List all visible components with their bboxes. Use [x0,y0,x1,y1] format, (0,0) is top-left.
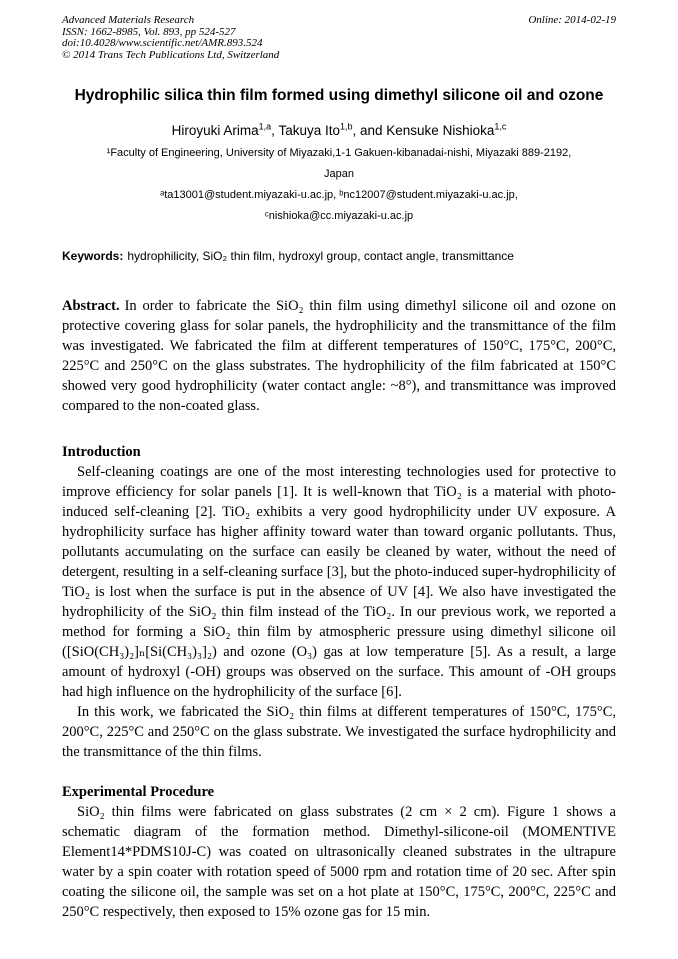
journal-name: Advanced Materials Research [62,14,195,26]
abstract-paragraph [62,296,616,416]
introduction-paragraph-1: Self-cleaning coatings are one of the most interesting technologies used for protective to improve efficiency for solar panels [1]. It is well-known that TiO₂ is a material with photo-induced self-cleaning [2]. TiO₂ exhibits a very good hydrophilicity under UV exposure. A hydrophilicity surface has higher affinity toward water than toward organic pollutants. Thus, pollutants accumulating on the surface can easily be cleaned by water, without the need of detergent, resulting in a self-cleaning surface [3], but the photo-induced super-hydrophilicity of TiO₂ is lost when the surface is put in the absence of UV [4]. We also have investigated the hydrophilicity of the SiO₂ thin film instead of the TiO₂. In our previous work, we reported a method for forming a SiO₂ thin film by atmospheric pressure using dimethyl silicone oil ([SiO(CH₃)₂]ₙ[Si(CH₃)₃]₂) and ozone (O₃) gas at low temperature [5]. As a result, a large amount of hydroxyl (-OH) groups was observed on the surface. This amount of -OH groups had high influence on the hydrophilicity of the surface [6]. [62,464,616,701]
author-affiliation-marker: 1,b [339,121,353,132]
author-name: Hiroyuki Arima [171,123,259,139]
author-name: Kensuke Nishioka [386,123,495,139]
doi-line: doi:10.4028/www.scientific.net/AMR.893.524 [62,37,263,50]
affiliation-block [62,143,616,227]
journal-info-block [62,15,279,61]
introduction-paragraph-2: In this work, we fabricated the SiO₂ thin films at different temperatures of 150°C, 175°C, 200°C, 225°C and 250°C on the glass substrate. We investigated the surface hydrophilicity and the transmittance of the thin films. [62,704,616,761]
abstract-text: In order to fabricate the SiO₂ thin film using dimethyl silicone oil and ozone on protective covering glass for solar panels, the hydrophilicity and the transmittance of the film was investigated. We fabricated the film at different temperatures of 150°C, 175°C, 200°C, 225°C and 250°C on the glass substrates. The hydrophilicity of the film fabricated at 150°C showed very good hydrophilicity (water contact angle: ~8°), and transmittance was improved compared to the non-coated glass. [62,298,616,415]
online-date: Online: 2014-02-19 [528,14,616,26]
journal-header [62,15,616,61]
affiliation-line: ¹Faculty of Engineering, University of Miyazaki,1-1 Gakuen-kibanadai-nishi, Miyazaki 889-2192, [106,147,572,160]
issn-line: ISSN: 1662-8985, Vol. 893, pp 524-527 [62,25,236,38]
author-separator: , and [352,123,387,139]
section-heading-experimental-procedure: Experimental Procedure [62,784,215,801]
affiliation-country: Japan [324,168,354,181]
keywords-text: hydrophilicity, SiO₂ thin film, hydroxyl group, contact angle, transmittance [127,249,514,264]
author-separator: , [271,123,279,139]
author-affiliation-marker: 1,a [258,121,272,132]
author-affiliation-marker: 1,c [494,121,507,132]
abstract-label: Abstract. [62,298,120,315]
author-emails-line-2: ᶜnishioka@cc.miyazaki-u.ac.jp [264,210,414,223]
author-emails-line-1: ᵃta13001@student.miyazaki-u.ac.jp, ᵇnc12007@student.miyazaki-u.ac.jp, [160,189,518,202]
paper-title: Hydrophilic silica thin film formed using dimethyl silicone oil and ozone [74,87,604,105]
keywords-label: Keywords: [62,249,124,264]
author-name: Takuya Ito [278,123,340,139]
keywords-line [62,249,616,263]
copyright-line: © 2014 Trans Tech Publications Ltd, Switzerland [62,48,280,61]
author-line [62,123,616,138]
experimental-paragraph-1: SiO₂ thin films were fabricated on glass substrates (2 cm × 2 cm). Figure 1 shows a schematic diagram of the formation method. Dimethyl-silicone-oil (MOMENTIVE Element14*PDMS10J-C) was coated on ultrasonically cleaned substrates in the ultrapure water by a spin coater with rotation speed of 5000 rpm and rotation time of 20 sec. After spin coating the silicone oil, the sample was set on a hot plate at 150°C, 175°C, 200°C, 225°C and 250°C respectively, then exposed to 15% ozone gas for 15 min. [62,804,616,921]
section-heading-introduction: Introduction [62,444,141,461]
